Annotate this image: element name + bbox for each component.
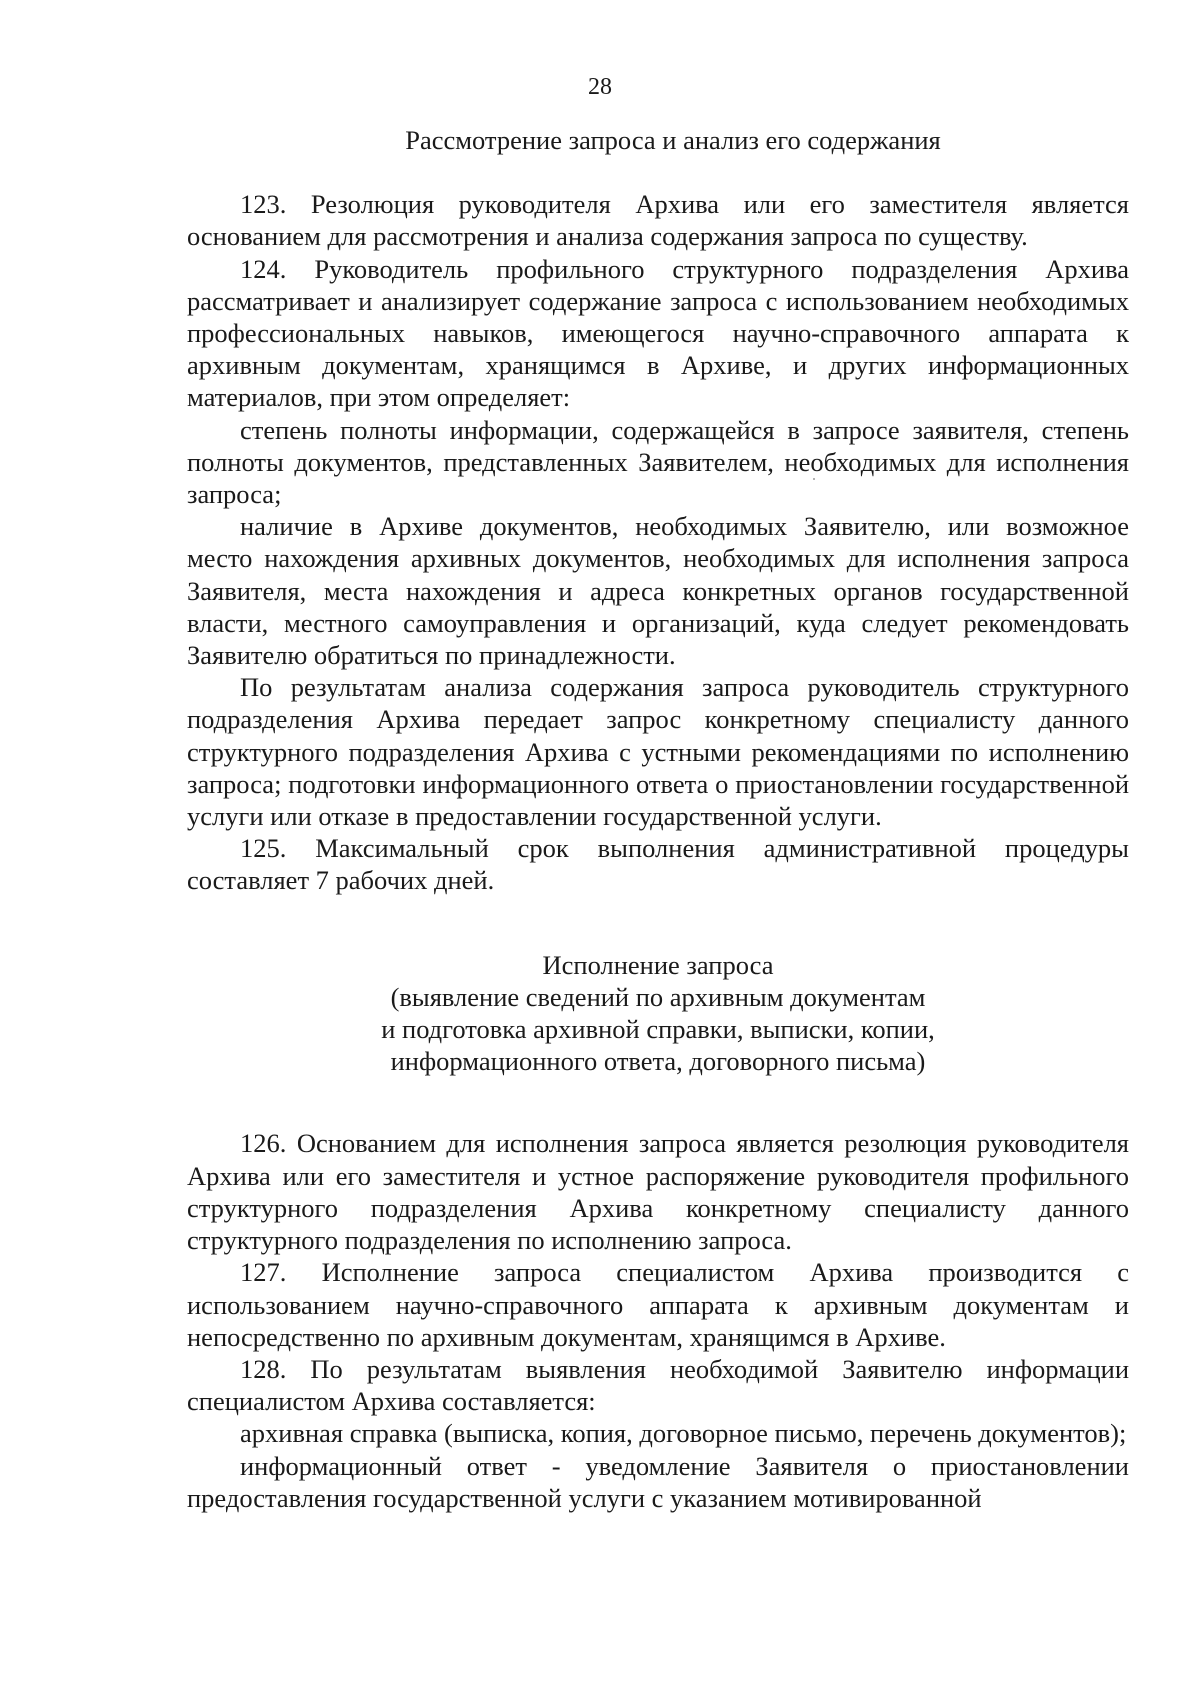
- section-title-line: (выявление сведений по архивным документам: [390, 981, 926, 1012]
- paragraph-128-item-info-response: информационный ответ - уведомление Заявителя о приостановлении предоставления государственной услуги с указанием мотивированной: [187, 1450, 1129, 1513]
- paragraph-128-item-certificate: архивная справка (выписка, копия, договорное письмо, перечень документов);: [240, 1418, 1127, 1449]
- scan-artifact-dot: [813, 478, 815, 480]
- page-number: 28: [588, 74, 612, 100]
- section-title-request-execution: [187, 949, 1129, 1078]
- paragraph-124-item-completeness: степень полноты информации, содержащейся в запросе заявителя, степень полноты документов, представленных Заявителем, необходимых для исполнения запроса;: [187, 414, 1129, 510]
- paragraph-124-item-availability: наличие в Архиве документов, необходимых Заявителю, или возможное место нахождения архивных документов, необходимых для исполнения запроса Заявителя, места нахождения и адреса конкретных органов государственной власти, местного самоуправления и организаций, куда следует рекомендовать Заявителю обратиться по принадлежности.: [187, 511, 1129, 671]
- paragraph-123: 123. Резолюция руководителя Архива или его заместителя является основанием для рассмотрения и анализа содержания запроса по существу.: [187, 189, 1129, 252]
- section-title-line: Исполнение запроса: [542, 949, 774, 980]
- paragraph-128: 128. По результатам выявления необходимой Заявителю информации специалистом Архива составляется:: [187, 1353, 1129, 1417]
- paragraph-126: 126. Основанием для исполнения запроса является резолюция руководителя Архива или его заместителя и устное распоряжение руководителя профильного структурного подразделения Архива конкретному специалисту данного структурного подразделения по исполнению запроса.: [187, 1128, 1129, 1256]
- paragraph-125: 125. Максимальный срок выполнения административной процедуры составляет 7 рабочих дней.: [187, 833, 1129, 896]
- paragraph-124-result: По результатам анализа содержания запроса руководитель структурного подразделения Архива передает запрос конкретному специалисту данного структурного подразделения Архива с устными рекомендациями по исполнению запроса; подготовки информационного ответа о приостановлении государственной услуги или отказе в предоставлении государственной услуги.: [187, 672, 1129, 832]
- section-title-request-review: Рассмотрение запроса и анализ его содержания: [405, 125, 941, 155]
- section-title-line: информационного ответа, договорного письма): [390, 1046, 926, 1077]
- section-title-line: и подготовка архивной справки, выписки, копии,: [381, 1014, 935, 1045]
- paragraph-124: 124. Руководитель профильного структурного подразделения Архива рассматривает и анализирует содержание запроса с использованием необходимых профессиональных навыков, имеющегося научно-справочного аппарата к архивным документам, хранящимся в Архиве, и других информационных материалов, при этом определяет:: [187, 253, 1129, 413]
- paragraph-127: 127. Исполнение запроса специалистом Архива производится с использованием научно-справочного аппарата к архивным документам и непосредственно по архивным документам, хранящимся в Архиве.: [187, 1257, 1129, 1352]
- document-body: [187, 124, 1129, 1514]
